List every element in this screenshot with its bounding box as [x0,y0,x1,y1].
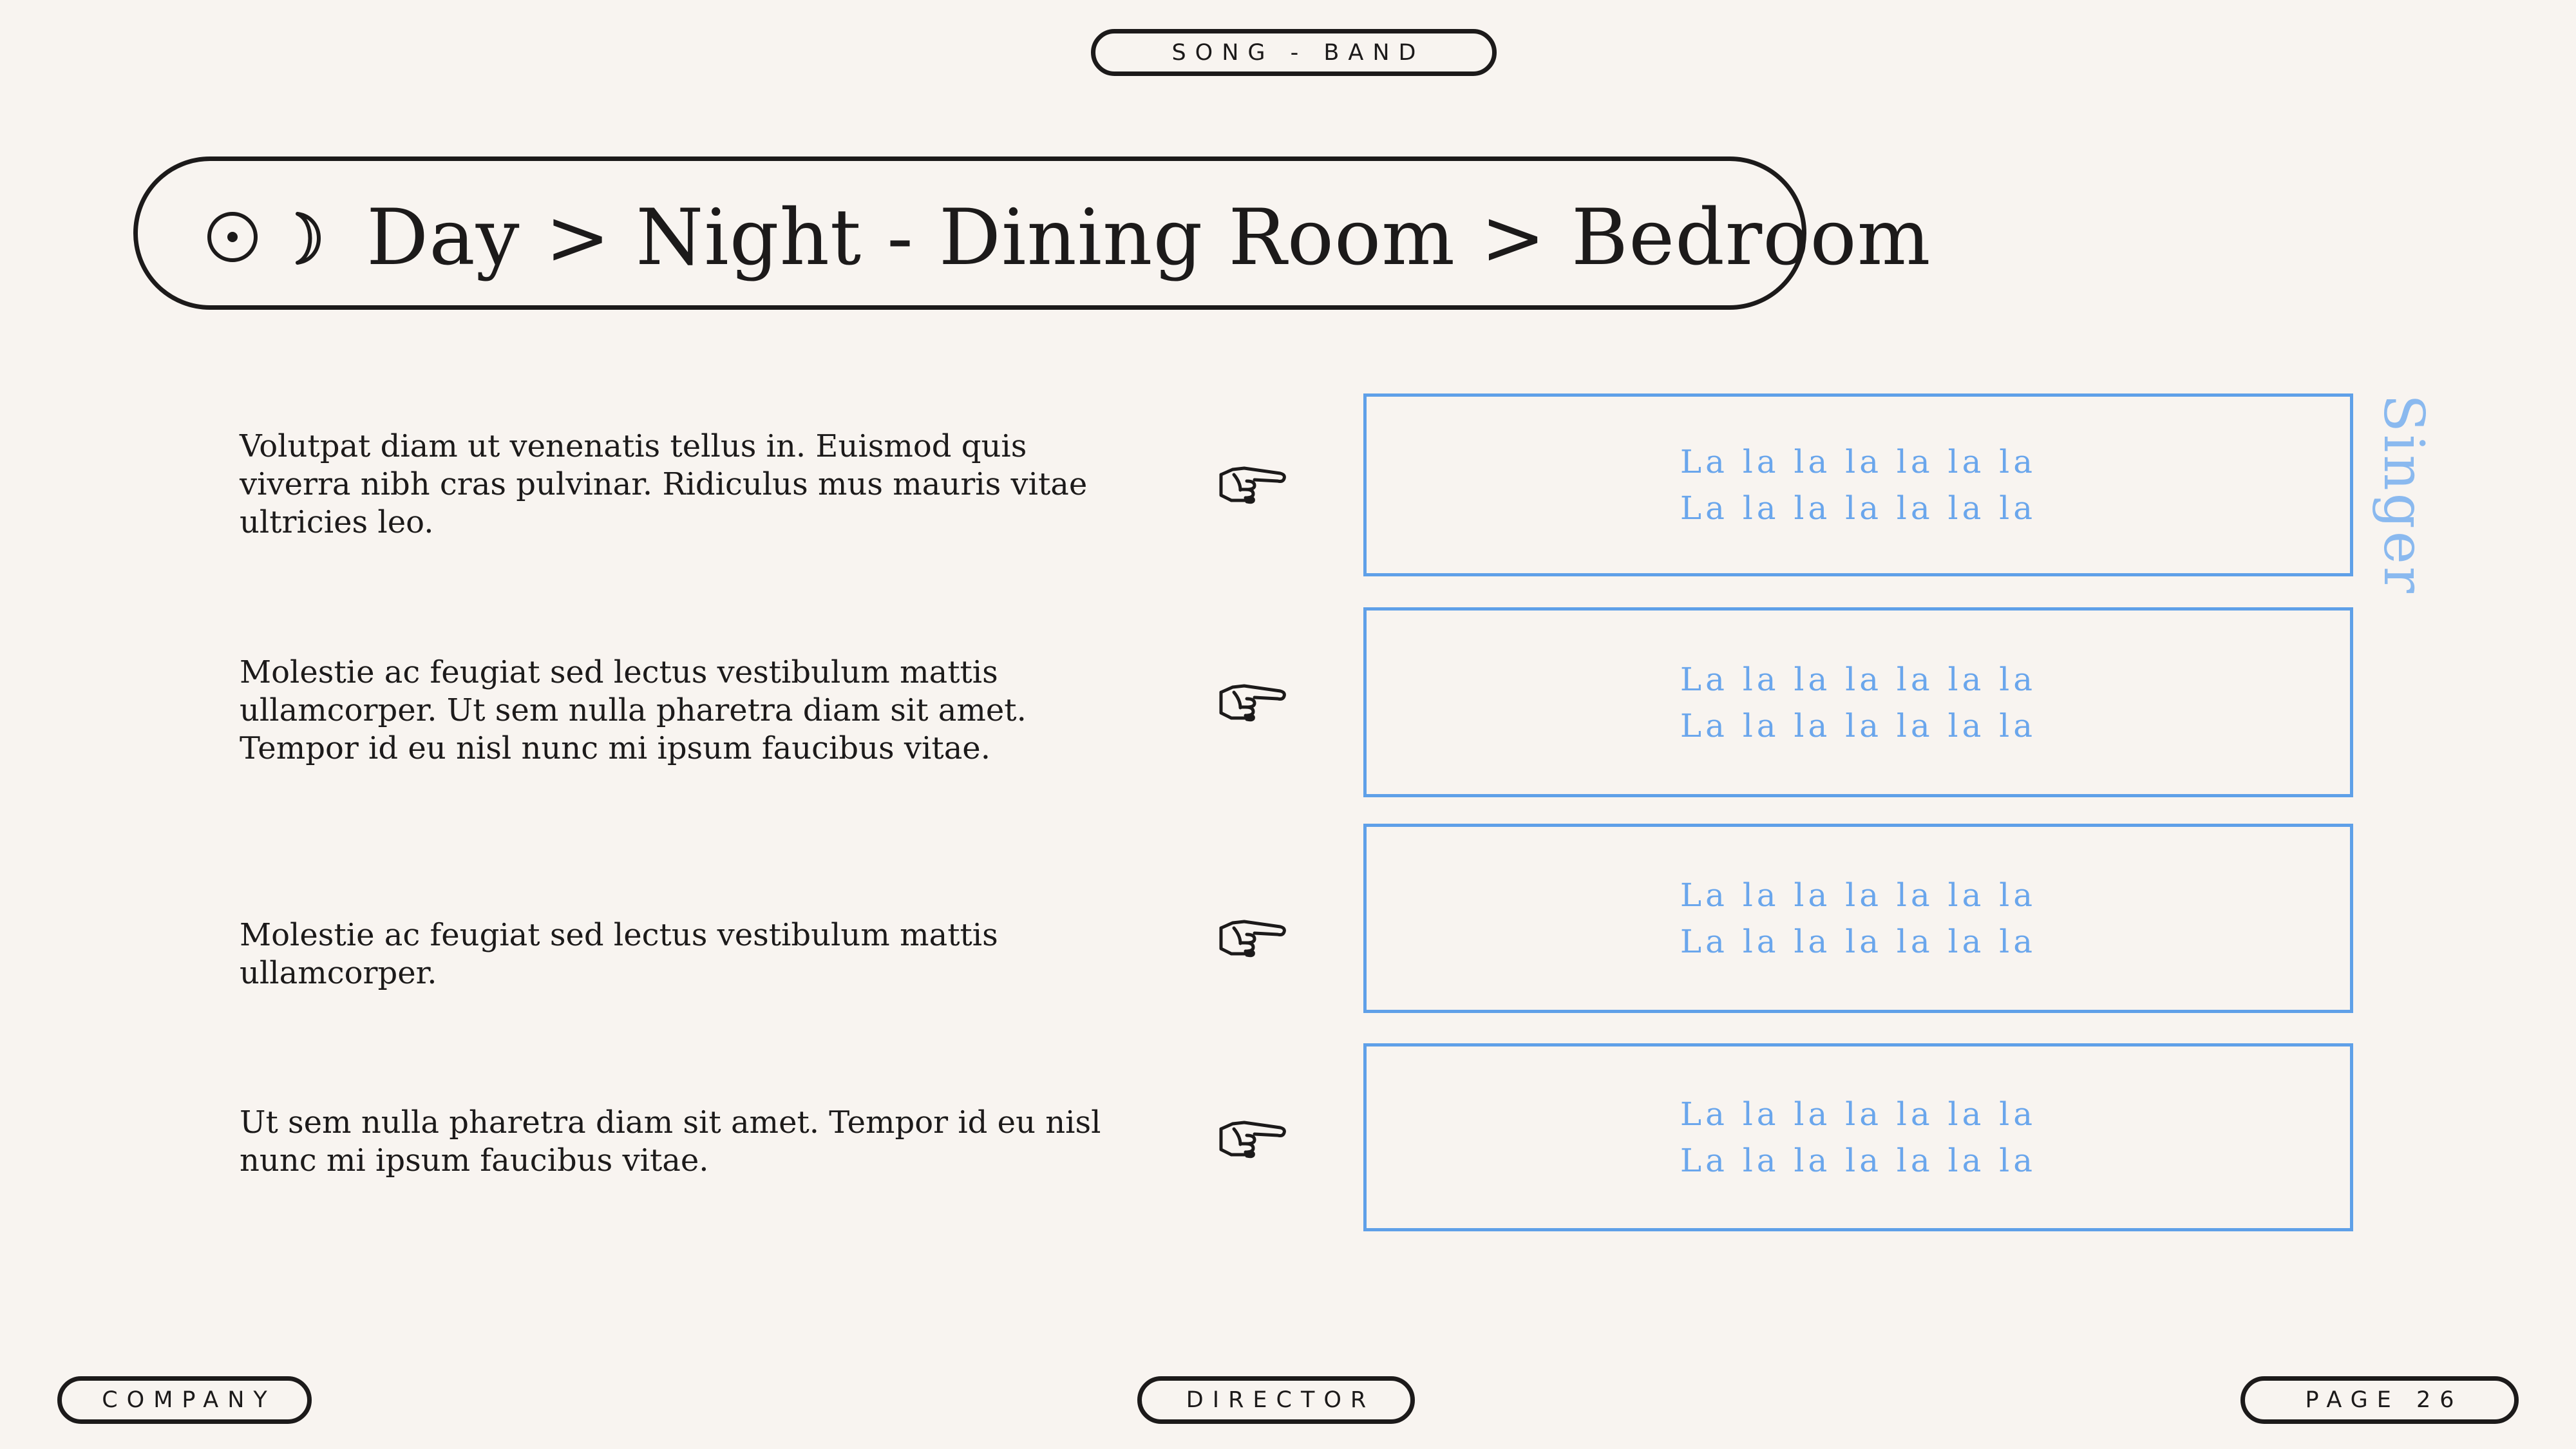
lyric-box-1 [1363,393,2353,576]
pointing-hand-icon [1217,915,1288,960]
row-3-text: Molestie ac feugiat sed lectus vestibulum mattis ullamcorper. [240,917,998,991]
lyric-line: La la la la la la la [1680,1142,2037,1179]
row-1-text: Volutpat diam ut venenatis tellus in. Euismod quis viverra nibh cras pulvinar. Ridiculus mus mauris vitae ultricies leo. [240,428,1088,540]
lyric-box-4 [1363,1043,2353,1231]
title-pill [133,156,1931,310]
lyric-box-2 [1363,607,2353,797]
lyric-line: La la la la la la la [1680,489,2037,527]
moon-icon [292,211,331,265]
lyric-line: La la la la la la la [1680,923,2037,960]
top-label: SONG - BAND [1171,39,1425,66]
singer-label: Singer [2371,394,2436,596]
director-pill [1137,1376,1415,1424]
company-label: COMPANY [102,1387,276,1413]
pointing-hand-icon [1217,679,1288,724]
company-pill [57,1376,312,1424]
top-label-pill [1091,29,1497,76]
pointing-hand-icon [1217,1116,1288,1161]
row-2-text: Molestie ac feugiat sed lectus vestibulum mattis ullamcorper. Ut sem nulla pharetra diam sit amet. Tempor id eu nisl nunc mi ipsum faucibus vitae. [240,654,1027,766]
page-number-pill [2240,1376,2519,1424]
page-title: Day > Night - Dining Room > Bedroom [366,193,1931,283]
page-number: PAGE 26 [2305,1387,2463,1413]
lyric-line: La la la la la la la [1680,706,2037,744]
lyric-box-3 [1363,824,2353,1013]
director-label: DIRECTOR [1186,1387,1376,1413]
lyric-line: La la la la la la la [1680,660,2037,698]
sun-icon [207,211,258,263]
row-4-text: Ut sem nulla pharetra diam sit amet. Tempor id eu nisl nunc mi ipsum faucibus vitae. [240,1104,1101,1179]
pointing-hand-icon [1217,462,1288,507]
lyric-line: La la la la la la la [1680,1095,2037,1133]
lyric-line: La la la la la la la [1680,443,2037,480]
lyric-line: La la la la la la la [1680,876,2037,914]
